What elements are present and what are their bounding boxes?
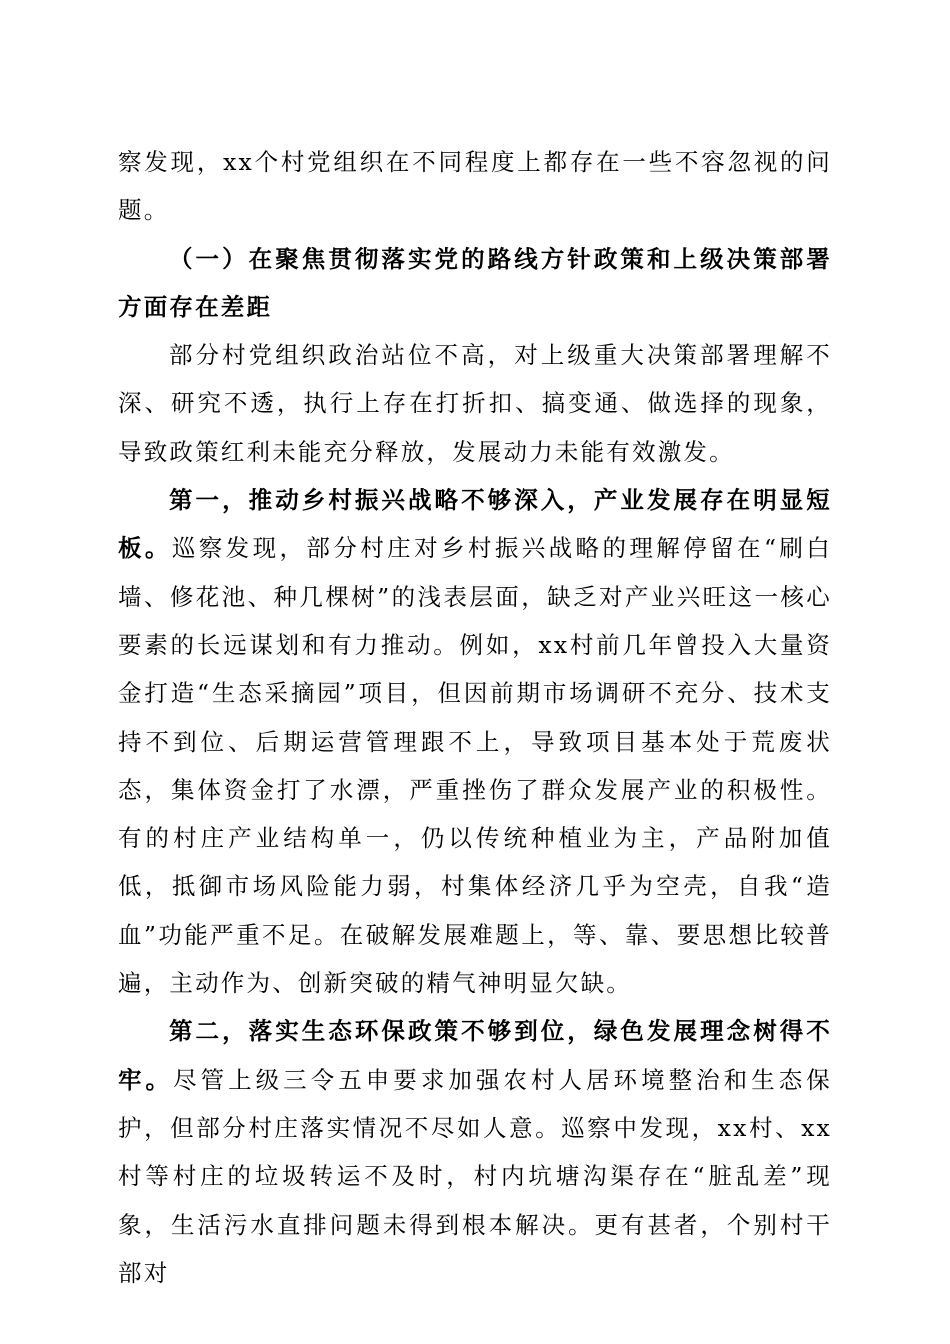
point-lead-sentence: 第一，推动乡村振兴战略不够深入，产业发展存在明显短板。 — [118, 486, 832, 563]
section-heading — [118, 235, 832, 332]
paragraph-point-one — [118, 476, 832, 1007]
paragraph-overview — [118, 331, 832, 476]
paragraph-text: 部分村党组织政治站位不高，对上级重大决策部署理解不深、研究不透，执行上存在打折扣、搞变通、做选择的现象，导致政策红利未能充分释放，发展动力未能有效激发。 — [118, 341, 832, 466]
paragraph-text: 察发现，xx个村党组织在不同程度上都存在一些不容忽视的问题。 — [118, 148, 832, 225]
paragraph-continuation — [118, 138, 832, 235]
document-body — [118, 138, 832, 1297]
section-heading-text: （一）在聚焦贯彻落实党的路线方针政策和上级决策部署方面存在差距 — [118, 244, 832, 321]
paragraph-text: 尽管上级三令五申要求加强农村人居环境整治和生态保护，但部分村庄落实情况不尽如人意。巡察中发现，xx村、xx村等村庄的垃圾转运不及时，村内坑塘沟渠存在“脏乱差”现象，生活污水直排问题未得到根本解决。更有甚者，个别村干部对 — [118, 1065, 832, 1287]
paragraph-text: 巡察发现，部分村庄对乡村振兴战略的理解停留在“刷白墙、修花池、种几棵树”的浅表层面，缺乏对产业兴旺这一核心要素的长远谋划和有力推动。例如，xx村前几年曾投入大量资金打造“生态采摘园”项目，但因前期市场调研不充分、技术支持不到位、后期运营管理跟不上，导致项目基本处于荒废状态，集体资金打了水漂，严重挫伤了群众发展产业的积极性。有的村庄产业结构单一，仍以传统种植业为主，产品附加值低，抵御市场风险能力弱，村集体经济几乎为空壳，自我“造血”功能严重不足。在破解发展难题上，等、靠、要思想比较普遍，主动作为、创新突破的精气神明显欠缺。 — [118, 534, 833, 998]
point-lead-sentence: 第二，落实生态环保政策不够到位，绿色发展理念树得不牢。 — [118, 1017, 832, 1094]
paragraph-point-two — [118, 1007, 832, 1297]
